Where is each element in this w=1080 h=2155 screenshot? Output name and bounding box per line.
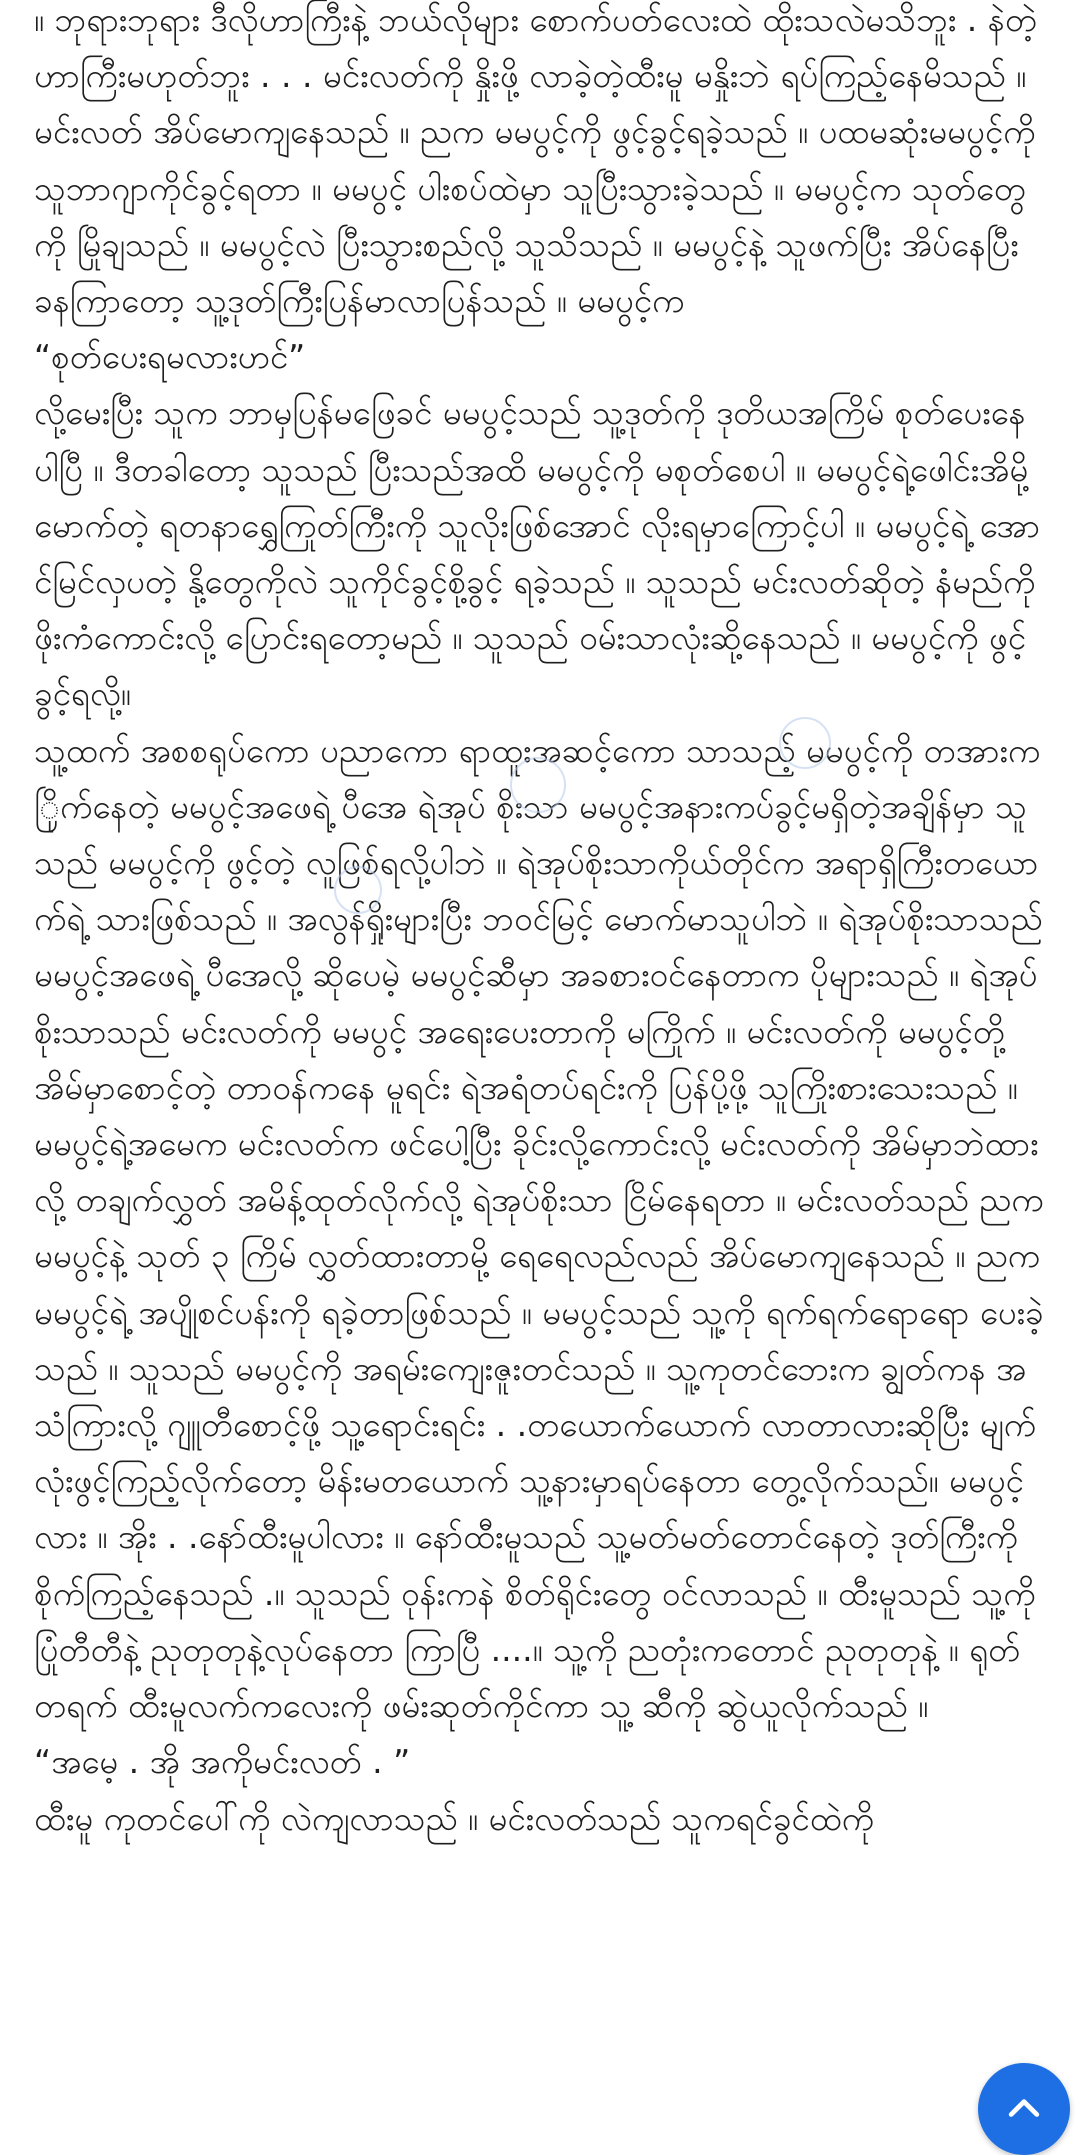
story-paragraph: သူ့ထက် အစစရုပ်ကော ပညာကော ရာထူးအဆင့်ကော သာသည့် မမပွင့်ကို တအားကြိုက်နေတဲ့ မမပွင့်အဖေရဲ့ ပီအေ ရဲအုပ် စိုးသာ မမပွင့်အနားကပ်ခွင့်မရှိတဲ့အချိန်မှာ သူသည် မမပွင့်ကို ဖွင့်တဲ့ လူဖြစ်ရလို့ပါဘဲ ။ ရဲအုပ်စိုးသာကိုယ်တိုင်က အရာရှိကြီးတယောက်ရဲ့ သားဖြစ်သည် ။ အလွန်ရှိုးများပြီး ဘဝင်မြင့် မောက်မာသူပါဘဲ ။ ရဲအုပ်စိုးသာသည် မမပွင့်အဖေရဲ့ ပီအေလို့ ဆိုပေမဲ့ မမပွင့်ဆီမှာ အခစားဝင်နေတာက ပိုများသည် ။ ရဲအုပ်စိုးသာသည် မင်းလတ်ကို မမပွင့် အရေးပေးတာကို မကြိုက် ။ မင်းလတ်ကို မမပွင့်တို့ အိမ်မှာစောင့်တဲ့ တာဝန်ကနေ မူရင်း ရဲအရံတပ်ရင်းကို ပြန်ပို့ဖို့ သူကြိုးစားသေးသည် ။ မမပွင့်ရဲ့အမေက မင်းလတ်က ဖင်ပေါ့ပြီး ခိုင်းလို့ကောင်းလို့ မင်းလတ်ကို အိမ်မှာဘဲထားလို့ တချက်လွှတ် အမိန့်ထုတ်လိုက်လို့ ရဲအုပ်စိုးသာ ငြိမ်နေရတာ ။ မင်းလတ်သည် ညက မမပွင့်နဲ့ သုတ် ၃ ကြိမ် လွှတ်ထားတာမို့ ရေရေလည်လည် အိပ်မောကျနေသည် ။ ညက မမပွင့်ရဲ့ အပျိုစင်ပန်းကို ရခဲ့တာဖြစ်သည် ။ မမပွင့်သည် သူ့ကို ရက်ရက်ရောရော ပေးခဲ့သည် ။ သူသည် မမပွင့်ကို အရမ်းကျေးဇူးတင်သည် ။ သူ့ကုတင်ဘေးက ချွတ်ကန အသံကြားလို့ ဂျူတီစောင့်ဖို့ သူ့ရောင်းရင်း . .တယောက်ယောက် လာတာလားဆိုပြီး မျက်လုံးဖွင့်ကြည့်လိုက်တော့ မိန်းမတယောက် သူ့နားမှာရပ်နေတာ တွေ့လိုက်သည်။ မမပွင့်လား ။ အိုး . .နော်ထီးမူပါလား ။ နော်ထီးမူသည် သူ့မတ်မတ်တောင်နေတဲ့ ဒုတ်ကြီးကို စိုက်ကြည့်နေသည် .။ သူသည် ဝုန်းကနဲ စိတ်ရိုင်းတွေ ဝင်လာသည် ။ ထီးမူသည် သူ့ကို ပြုံတီတီနဲ့ ညုတုတုနဲ့လုပ်နေတာ ကြာပြီ ....။ သူ့ကို ညတုံးကတောင် ညုတုတုနဲ့ ။ ရုတ်တရက် ထီးမူလက်ကလေးကို ဖမ်းဆုတ်ကိုင်ကာ သူ့ ဆီကို ဆွဲယူလိုက်သည် ။ — [34, 730, 1044, 1726]
chevron-up-icon — [1002, 2087, 1046, 2131]
story-paragraph: ထီးမူ ကုတင်ပေါ်ကို လဲကျလာသည် ။ မင်းလတ်သည် သူကရင်ခွင်ထဲကို — [34, 1798, 874, 1838]
story-reader — [34, 0, 1044, 1847]
scroll-to-top-button[interactable] — [978, 2063, 1070, 2155]
story-paragraph: “စုတ်ပေးရမလားဟင်” — [34, 337, 306, 377]
story-paragraph: လို့မေးပြီး သူက ဘာမှပြန်မဖြေခင် မမပွင့်သည် သူ့ဒုတ်ကို ဒုတိယအကြိမ် စုတ်ပေးနေပါပြီ ။ ဒီတခါတော့ သူသည် ပြီးသည်အထိ မမပွင့်ကို မစုတ်စေပါ ။ မမပွင့်ရဲ့ဖေါင်းအိမို့မောက်တဲ့ ရတနာရွှေကြုတ်ကြီးကို သူလိုးဖြစ်အောင် လိုးရမှာကြောင့်ပါ ။ မမပွင့်ရဲ့ အောင်မြင်လှပတဲ့ နို့တွေကိုလဲ သူကိုင်ခွင့်စို့ခွင့် ရခဲ့သည် ။ သူသည် မင်းလတ်ဆိုတဲ့ နံမည်ကို ဖိုးကံကောင်းလို့ ပြောင်းရတော့မည် ။ သူသည် ဝမ်းသာလုံးဆို့နေသည် ။ မမပွင့်ကို ဖွင့်ခွင့်ရလို့။ — [34, 393, 1041, 714]
story-paragraph: ။ ဘုရားဘုရား ဒီလိုဟာကြီးနဲ့ ဘယ်လိုများ စောက်ပတ်လေးထဲ ထိုးသလဲမသိဘူး . နဲတဲ့ဟာကြီးမဟုတ်ဘူး . . . မင်းလတ်ကို နှိုးဖို့ လာခဲ့တဲ့ထီးမူ မနှိုးဘဲ ရပ်ကြည့်နေမိသည် ။ မင်းလတ် အိပ်မောကျနေသည် ။ ညက မမပွင့်ကို ဖွင့်ခွင့်ရခဲ့သည် ။ ပထမဆုံးမမပွင့်ကို သူဘာဂျာကိုင်ခွင့်ရတာ ။ မမပွင့် ပါးစပ်ထဲမှာ သူပြီးသွားခဲ့သည် ။ မမပွင့်က သုတ်တွေကို မြိုချသည် ။ မမပွင့်လဲ ပြီးသွားစည်လို့ သူသိသည် ။ မမပွင့်နဲ့ သူဖက်ပြီး အိပ်နေပြီး ခနကြာတော့ သူ့ဒုတ်ကြီးပြန်မာလာပြန်သည် ။ မမပွင့်က — [34, 0, 1037, 321]
story-paragraph: “အမေ့ . အို အကိုမင်းလတ် . ” — [34, 1742, 411, 1782]
